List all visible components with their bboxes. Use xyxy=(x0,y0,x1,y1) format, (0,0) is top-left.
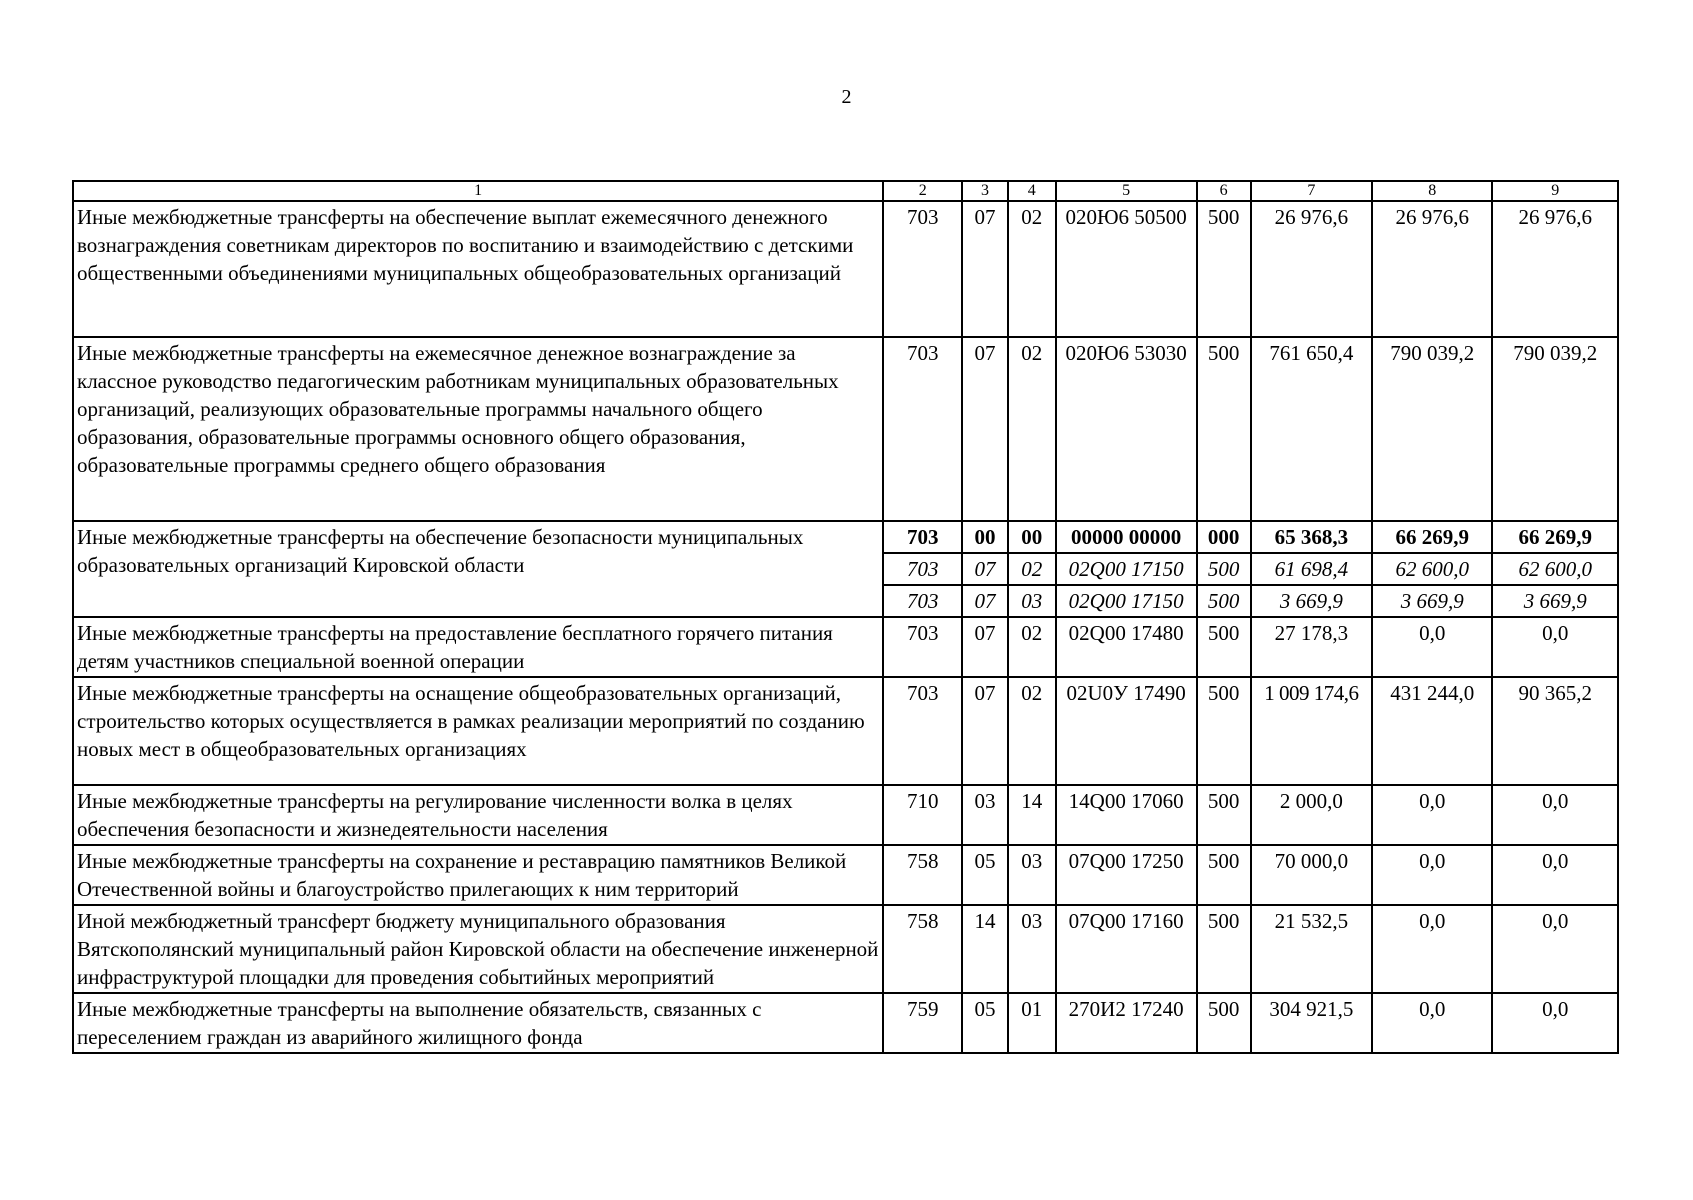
cell-c5: 02Q00 17480 xyxy=(1056,617,1197,677)
cell-c4: 00 xyxy=(1008,521,1056,553)
cell-c8: 790 039,2 xyxy=(1372,337,1492,521)
cell-c4: 03 xyxy=(1008,585,1056,617)
column-header: 3 xyxy=(962,181,1008,201)
cell-c6: 500 xyxy=(1197,337,1251,521)
cell-c2: 703 xyxy=(883,521,962,553)
cell-c4: 01 xyxy=(1008,993,1056,1053)
cell-c2: 710 xyxy=(883,785,962,845)
cell-c7: 61 698,4 xyxy=(1251,553,1372,585)
row-description: Иные межбюджетные трансферты на выполнение обязательств, связанных с переселением граждан из аварийного жилищного фонда xyxy=(73,993,883,1053)
cell-c6: 500 xyxy=(1197,617,1251,677)
table-row xyxy=(73,201,1618,337)
cell-c8: 0,0 xyxy=(1372,993,1492,1053)
cell-c8: 0,0 xyxy=(1372,905,1492,993)
cell-c3: 14 xyxy=(962,905,1008,993)
cell-c4: 02 xyxy=(1008,617,1056,677)
cell-c2: 758 xyxy=(883,845,962,905)
cell-c4: 03 xyxy=(1008,905,1056,993)
cell-c5: 02Q00 17150 xyxy=(1056,585,1197,617)
cell-c5: 02Q00 17150 xyxy=(1056,553,1197,585)
cell-c2: 703 xyxy=(883,617,962,677)
table-row xyxy=(73,617,1618,677)
cell-c9: 0,0 xyxy=(1492,785,1618,845)
cell-c3: 07 xyxy=(962,585,1008,617)
table-row xyxy=(73,785,1618,845)
cell-c8: 3 669,9 xyxy=(1372,585,1492,617)
cell-c8: 0,0 xyxy=(1372,845,1492,905)
cell-c3: 07 xyxy=(962,553,1008,585)
cell-c7: 2 000,0 xyxy=(1251,785,1372,845)
cell-c9: 0,0 xyxy=(1492,905,1618,993)
cell-c3: 05 xyxy=(962,845,1008,905)
cell-c5: 07Q00 17250 xyxy=(1056,845,1197,905)
cell-c4: 02 xyxy=(1008,553,1056,585)
row-description: Иные межбюджетные трансферты на обеспечение выплат ежемесячного денежного вознаграждения советникам директоров по воспитанию и взаимодействию с детскими общественными объединениями муниципальных общеобразовательных организаций xyxy=(73,201,883,337)
column-header: 8 xyxy=(1372,181,1492,201)
column-header: 4 xyxy=(1008,181,1056,201)
cell-c3: 05 xyxy=(962,993,1008,1053)
cell-c5: 02U0У 17490 xyxy=(1056,677,1197,785)
cell-c8: 0,0 xyxy=(1372,785,1492,845)
column-header: 7 xyxy=(1251,181,1372,201)
cell-c7: 65 368,3 xyxy=(1251,521,1372,553)
cell-c9: 26 976,6 xyxy=(1492,201,1618,337)
cell-c7: 3 669,9 xyxy=(1251,585,1372,617)
cell-c3: 07 xyxy=(962,677,1008,785)
row-description: Иные межбюджетные трансферты на ежемесячное денежное вознаграждение за классное руководство педагогическим работникам муниципальных образовательных организаций, реализующих образовательные программы начального общего образования, образовательные программы основного общего образования, образовательные программы среднего общего образования xyxy=(73,337,883,521)
cell-c8: 66 269,9 xyxy=(1372,521,1492,553)
row-description: Иные межбюджетные трансферты на оснащение общеобразовательных организаций, строительство которых осуществляется в рамках реализации мероприятий по созданию новых мест в общеобразовательных организациях xyxy=(73,677,883,785)
row-description: Иные межбюджетные трансферты на обеспечение безопасности муниципальных образовательных организаций Кировской области xyxy=(73,521,883,617)
cell-c6: 500 xyxy=(1197,677,1251,785)
cell-c2: 703 xyxy=(883,201,962,337)
cell-c6: 500 xyxy=(1197,553,1251,585)
cell-c4: 02 xyxy=(1008,337,1056,521)
cell-c8: 0,0 xyxy=(1372,617,1492,677)
cell-c6: 500 xyxy=(1197,845,1251,905)
cell-c7: 26 976,6 xyxy=(1251,201,1372,337)
cell-c2: 703 xyxy=(883,677,962,785)
cell-c5: 270И2 17240 xyxy=(1056,993,1197,1053)
cell-c3: 07 xyxy=(962,617,1008,677)
column-header: 9 xyxy=(1492,181,1618,201)
cell-c8: 26 976,6 xyxy=(1372,201,1492,337)
column-header: 5 xyxy=(1056,181,1197,201)
cell-c7: 1 009 174,6 xyxy=(1251,677,1372,785)
cell-c9: 790 039,2 xyxy=(1492,337,1618,521)
cell-c8: 431 244,0 xyxy=(1372,677,1492,785)
table-row xyxy=(73,677,1618,785)
cell-c4: 02 xyxy=(1008,677,1056,785)
cell-c9: 66 269,9 xyxy=(1492,521,1618,553)
cell-c4: 03 xyxy=(1008,845,1056,905)
cell-c5: 020Ю6 50500 xyxy=(1056,201,1197,337)
cell-c8: 62 600,0 xyxy=(1372,553,1492,585)
cell-c2: 703 xyxy=(883,553,962,585)
table-row xyxy=(73,521,1618,553)
table-row xyxy=(73,905,1618,993)
cell-c9: 0,0 xyxy=(1492,617,1618,677)
cell-c6: 000 xyxy=(1197,521,1251,553)
cell-c7: 304 921,5 xyxy=(1251,993,1372,1053)
cell-c9: 0,0 xyxy=(1492,993,1618,1053)
cell-c4: 02 xyxy=(1008,201,1056,337)
page-number: 2 xyxy=(841,86,852,108)
cell-c2: 758 xyxy=(883,905,962,993)
column-header: 1 xyxy=(73,181,883,201)
cell-c6: 500 xyxy=(1197,585,1251,617)
cell-c7: 761 650,4 xyxy=(1251,337,1372,521)
table-row xyxy=(73,993,1618,1053)
cell-c7: 21 532,5 xyxy=(1251,905,1372,993)
table-row xyxy=(73,337,1618,521)
cell-c2: 703 xyxy=(883,337,962,521)
cell-c7: 27 178,3 xyxy=(1251,617,1372,677)
cell-c3: 07 xyxy=(962,337,1008,521)
row-description: Иной межбюджетный трансферт бюджету муниципального образования Вятскополянский муниципальный район Кировской области на обеспечение инженерной инфраструктурой площадки для проведения событийных мероприятий xyxy=(73,905,883,993)
table-row xyxy=(73,845,1618,905)
cell-c5: 020Ю6 53030 xyxy=(1056,337,1197,521)
cell-c5: 07Q00 17160 xyxy=(1056,905,1197,993)
cell-c6: 500 xyxy=(1197,993,1251,1053)
row-description: Иные межбюджетные трансферты на регулирование численности волка в целях обеспечения безопасности и жизнедеятельности населения xyxy=(73,785,883,845)
cell-c3: 07 xyxy=(962,201,1008,337)
cell-c9: 90 365,2 xyxy=(1492,677,1618,785)
cell-c9: 62 600,0 xyxy=(1492,553,1618,585)
budget-table xyxy=(72,180,1619,1054)
cell-c9: 3 669,9 xyxy=(1492,585,1618,617)
cell-c5: 14Q00 17060 xyxy=(1056,785,1197,845)
cell-c5: 00000 00000 xyxy=(1056,521,1197,553)
row-description: Иные межбюджетные трансферты на предоставление бесплатного горячего питания детям участников специальной военной операции xyxy=(73,617,883,677)
cell-c6: 500 xyxy=(1197,201,1251,337)
cell-c3: 03 xyxy=(962,785,1008,845)
column-header: 2 xyxy=(883,181,962,201)
cell-c6: 500 xyxy=(1197,785,1251,845)
cell-c4: 14 xyxy=(1008,785,1056,845)
cell-c9: 0,0 xyxy=(1492,845,1618,905)
row-description: Иные межбюджетные трансферты на сохранение и реставрацию памятников Великой Отечественной войны и благоустройство прилегающих к ним территорий xyxy=(73,845,883,905)
cell-c6: 500 xyxy=(1197,905,1251,993)
cell-c2: 703 xyxy=(883,585,962,617)
column-header: 6 xyxy=(1197,181,1251,201)
cell-c3: 00 xyxy=(962,521,1008,553)
table-header-row xyxy=(73,181,1618,201)
cell-c2: 759 xyxy=(883,993,962,1053)
cell-c7: 70 000,0 xyxy=(1251,845,1372,905)
